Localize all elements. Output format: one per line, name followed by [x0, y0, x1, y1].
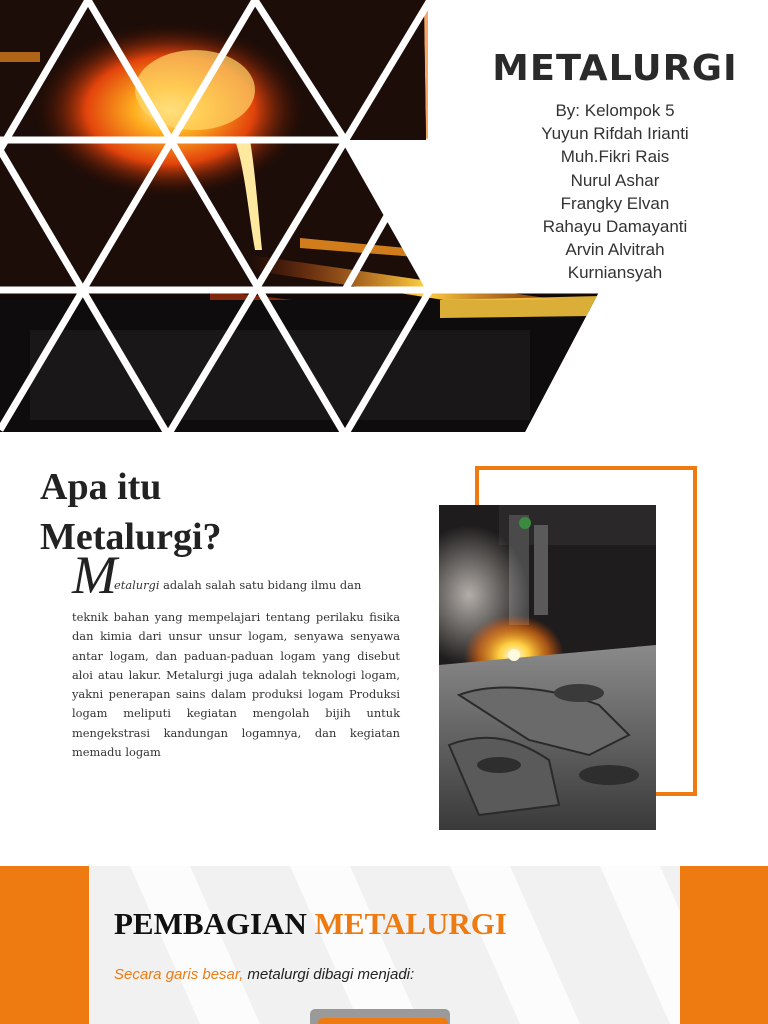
drop-cap: M: [72, 545, 117, 605]
pembagian-title-plain: PEMBAGIAN: [114, 906, 315, 941]
author-line: Kurniansyah: [567, 263, 663, 283]
orange-bar-right: [680, 866, 768, 1024]
author-line: Muh.Fikri Rais: [560, 147, 670, 167]
section-heading: Apa itu Metalurgi?: [40, 466, 222, 558]
hero-section: [0, 0, 768, 435]
author-line: Arvin Alvitrah: [565, 240, 665, 260]
intro-paragraph: teknik bahan yang mempelajari tentang perilaku fisika dan kimia dari unsur unsur logam, senyawa senyawa antar logam, dan paduan-paduan logam yang disebut aloi atau lakur. Metalurgi juga adalah teknologi logam, yakni penerapan sains dalam produksi logam Produksi logam meliputi kegiatan mengolah bijih untuk mengekstrasi kandungan logamnya, dan kegiatan memadu logam: [72, 610, 400, 760]
pembagian-section: [0, 866, 768, 1024]
plasma-cutting-image: [439, 505, 656, 830]
intro-first-word: etalurgi: [114, 578, 160, 592]
pembagian-title: [114, 906, 507, 942]
author-line: By: Kelompok 5: [555, 101, 675, 120]
intro-first-line: [114, 578, 361, 592]
page-title: METALURGI: [492, 48, 738, 89]
pembagian-title-accent: METALURGI: [314, 906, 507, 941]
pembagian-subtitle-accent: Secara garis besar,: [114, 966, 244, 983]
category-box: [318, 1018, 448, 1024]
pembagian-subtitle-rest: metalurgi dibagi menjadi:: [243, 966, 415, 983]
title-block: [470, 48, 760, 285]
author-line: Frangky Elvan: [560, 193, 670, 213]
author-line: Nurul Ashar: [570, 170, 660, 190]
cutting-photo: [439, 505, 656, 830]
intro-first-line-rest: adalah salah satu bidang ilmu dan: [159, 578, 362, 592]
pembagian-subtitle: [114, 966, 414, 983]
author-line: Yuyun Rifdah Irianti: [541, 124, 689, 144]
author-line: Rahayu Damayanti: [542, 217, 688, 237]
orange-bar-left: [0, 866, 89, 1024]
author-list: [470, 99, 760, 285]
diagonal-stripes: [0, 866, 768, 1024]
